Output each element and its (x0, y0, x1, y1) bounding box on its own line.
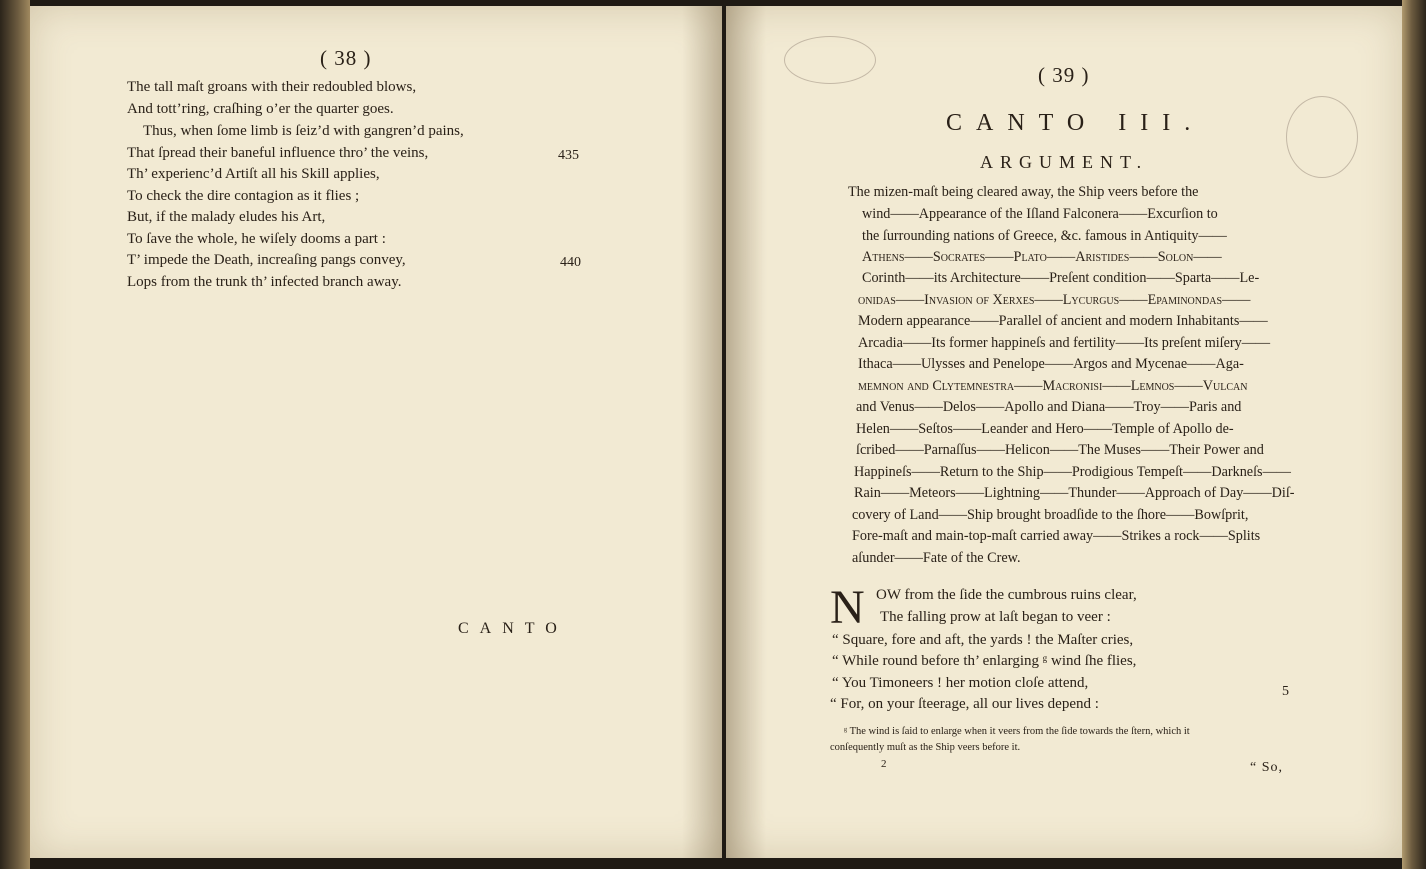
verse-line: Th’ experienc’d Artiſt all his Skill applies, (127, 166, 380, 182)
argument-heading: ARGUMENT. (980, 152, 1149, 172)
verse-line: “ For, on your ſteerage, all our lives depend : (830, 696, 1099, 712)
page-number: ( 39 ) (1038, 63, 1090, 87)
footnote-line: conſequently muſt as the Ship veers before it. (830, 742, 1021, 753)
line-number: 5 (1282, 684, 1289, 699)
line-number: 440 (560, 255, 581, 270)
verse-line: The falling prow at laſt began to veer : (880, 609, 1111, 625)
argument-line: The mizen-maſt being cleared away, the Ship veers before the (848, 184, 1199, 200)
pencil-mark (1286, 96, 1358, 178)
left-page (30, 6, 722, 858)
argument-line: and Venus——Delos——Apollo and Diana——Troy——Paris and (856, 399, 1242, 415)
argument-line: covery of Land——Ship brought broadſide to the ſhore——Bowſprit, (852, 507, 1249, 523)
argument-line: Happineſs——Return to the Ship——Prodigious Tempeſt——Darkneſs—— (854, 464, 1291, 480)
verse-line: “ You Timoneers ! her motion cloſe attend, (832, 675, 1089, 691)
catchword: “ So, (1250, 760, 1283, 775)
argument-line: Arcadia——Its former happineſs and fertility——Its preſent miſery—— (858, 335, 1271, 351)
book-edge-right (1402, 0, 1426, 869)
page-number: ( 38 ) (320, 46, 372, 70)
argument-line: Fore-maſt and main-top-maſt carried away——Strikes a rock——Splits (852, 528, 1261, 544)
gutter-shadow (682, 6, 722, 858)
argument-line: Corinth——its Architecture——Preſent condition——Sparta——Le- (862, 270, 1260, 286)
gutter-shadow (726, 6, 766, 858)
argument-line: ſcribed——Parnaſſus——Helicon——The Muses——Their Power and (856, 442, 1264, 458)
verse-line: “ While round before th’ enlarging ᵍ wind ſhe flies, (832, 653, 1137, 669)
pencil-mark (784, 36, 876, 84)
catchword: CANTO (458, 620, 568, 637)
argument-line: Modern appearance——Parallel of ancient and modern Inhabitants—— (858, 313, 1268, 329)
verse-line: That ſpread their baneful influence thro’ the veins, (127, 145, 429, 161)
verse-line: “ Square, fore and aft, the yards ! the Maſter cries, (832, 632, 1134, 648)
verse-line: And tott’ring, craſhing o’er the quarter goes. (127, 101, 394, 117)
verse-line: To check the dire contagion as it flies ; (127, 188, 360, 204)
verse-line: Lops from the trunk th’ infected branch away. (127, 274, 402, 290)
argument-line: wind——Appearance of the Iſland Falconera——Excurſion to (862, 206, 1218, 222)
right-page (726, 6, 1402, 858)
argument-line: Athens——Socrates——Plato——Aristides——Solon—— (862, 249, 1222, 265)
line-number: 435 (558, 148, 579, 163)
verse-line: The tall maſt groans with their redoubled blows, (127, 79, 417, 95)
argument-line: Rain——Meteors——Lightning——Thunder——Approach of Day——Diſ- (854, 485, 1295, 501)
argument-line: memnon and Clytemnestra——Macroniſi——Lemnos——Vulcan (858, 378, 1248, 394)
argument-line: aſunder——Fate of the Crew. (852, 550, 1021, 566)
verse-line: Thus, when ſome limb is ſeiz’d with gangren’d pains, (143, 123, 464, 139)
verse-line: But, if the malady eludes his Art, (127, 209, 326, 225)
argument-line: Helen——Seſtos——Leander and Hero——Temple of Apollo de- (856, 421, 1234, 437)
verse-line: OW from the ſide the cumbrous ruins clear, (876, 587, 1137, 603)
argument-line: onidas——Invaſion of Xerxes——Lycurgus——Epaminondas—— (858, 292, 1251, 308)
book-edge-left (0, 0, 30, 869)
footnote-line: ᵍ The wind is ſaid to enlarge when it veers from the ſide towards the ſtern, which it (844, 726, 1190, 737)
signature-mark: 2 (881, 758, 887, 770)
verse-line: To ſave the whole, he wiſely dooms a part : (127, 231, 386, 247)
canto-heading: CANTO III. (946, 110, 1205, 136)
argument-line: Ithaca——Ulysses and Penelope——Argos and Mycenae——Aga- (858, 356, 1244, 372)
drop-cap: N (830, 581, 865, 634)
verse-line: T’ impede the Death, increaſing pangs convey, (127, 252, 406, 268)
argument-line: the ſurrounding nations of Greece, &c. famous in Antiquity—— (862, 228, 1227, 244)
